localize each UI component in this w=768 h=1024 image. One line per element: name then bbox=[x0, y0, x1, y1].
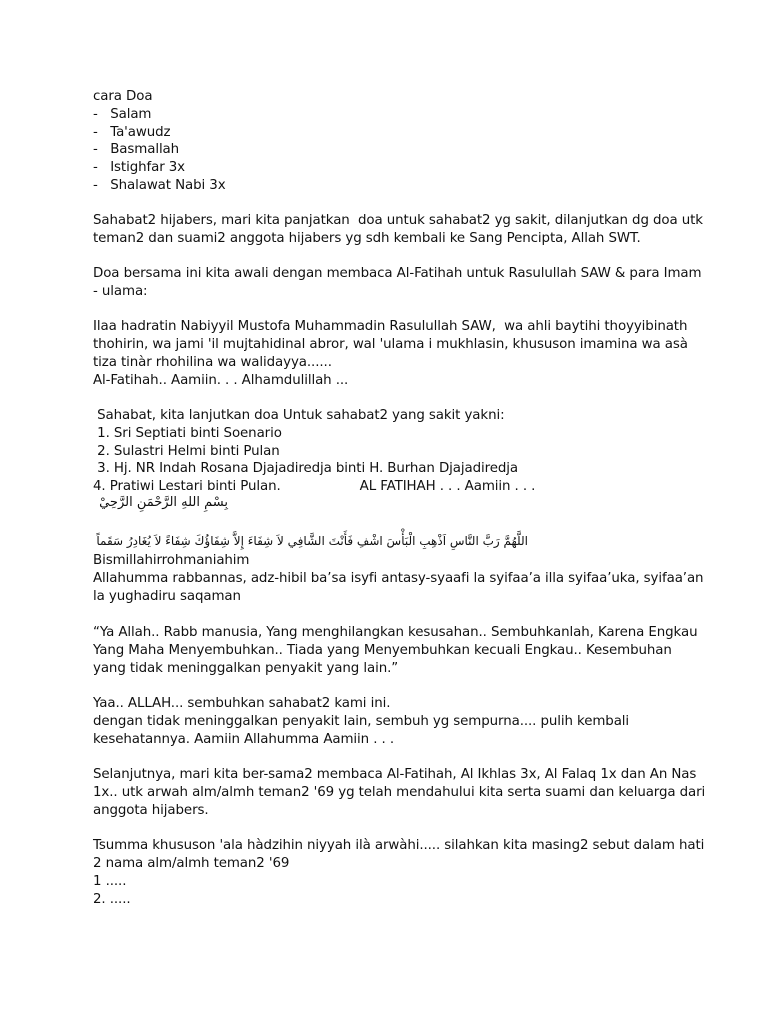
paragraph-line: anggota hijabers. bbox=[93, 803, 209, 818]
paragraph-line: la yughadiru saqaman bbox=[93, 589, 241, 604]
paragraph-line: Sahabat2 hijabers, mari kita panjatkan doa untuk sahabat2 yg sakit, dilanjutkan dg doa utk bbox=[93, 213, 703, 228]
paragraph-line: thohirin, wa jami 'il mujtahidinal abror, wal 'ulama i mukhlasin, khususon imamina wa asà bbox=[93, 337, 688, 352]
paragraph-line: tiza tinàr rhohilina wa walidayya...... bbox=[93, 355, 332, 370]
paragraph-line: Allahumma rabbannas, adz-hibil ba’sa isyfi antasy-syaafi la syifaa’a illa syifaa’uka, syifaa’an bbox=[93, 571, 704, 586]
list-item: 4. Pratiwi Lestari binti Pulan. AL FATIHAH . . . Aamiin . . . bbox=[93, 479, 536, 494]
list-item: 2. Sulastri Helmi binti Pulan bbox=[93, 444, 280, 459]
step-item: - Salam bbox=[93, 107, 152, 122]
paragraph-line: Sahabat, kita lanjutkan doa Untuk sahabat2 yang sakit yakni: bbox=[93, 408, 505, 423]
paragraph-line: - ulama: bbox=[93, 284, 148, 299]
paragraph-line: Yaa.. ALLAH... sembuhkan sahabat2 kami ini. bbox=[93, 696, 391, 711]
paragraph-line: teman2 dan suami2 anggota hijabers yg sdh kembali ke Sang Pencipta, Allah SWT. bbox=[93, 231, 641, 246]
step-item: - Basmallah bbox=[93, 142, 180, 157]
paragraph-line: Bismillahirrohmaniahim bbox=[93, 553, 250, 568]
paragraph-line: Selanjutnya, mari kita ber-sama2 membaca Al-Fatihah, Al Ikhlas 3x, Al Falaq 1x dan An Nas bbox=[93, 767, 697, 782]
list-item: 1. Sri Septiati binti Soenario bbox=[93, 426, 282, 441]
paragraph-line: yang tidak meninggalkan penyakit yang lain.” bbox=[93, 661, 399, 676]
paragraph-line: dengan tidak meninggalkan penyakit lain, sembuh yg sempurna.... pulih kembali bbox=[93, 714, 630, 729]
paragraph-line: Doa bersama ini kita awali dengan membaca Al-Fatihah untuk Rasulullah SAW & para Imam bbox=[93, 266, 702, 281]
paragraph-line: 1x.. utk arwah alm/almh teman2 '69 yg telah mendahului kita serta suami dan keluarga dari bbox=[93, 785, 706, 800]
arabic-doa: اللَّهُمَّ رَبَّ النَّاسِ اَذْهِبِ الْبَأْسَ اشْفِ فَأَنْتَ الشَّافِي لاَ شِفَاءَ إِلاَّ شِفَاؤُكَ شِفَاءً لاَ يُغَادِرُ سَقَماً bbox=[96, 534, 528, 548]
paragraph-line: Ilaa hadratin Nabiyyil Mustofa Muhammadin Rasulullah SAW, wa ahli baytihi thoyyibinath bbox=[93, 319, 688, 334]
paragraph-line: Tsumma khususon 'ala hàdzihin niyyah ilà arwàhi..... silahkan kita masing2 sebut dalam hati bbox=[93, 838, 705, 853]
paragraph-line: Yang Maha Menyembuhkan.. Tiada yang Menyembuhkan kecuali Engkau.. Kesembuhan bbox=[93, 643, 672, 658]
heading: cara Doa bbox=[93, 89, 153, 104]
arabic-basmalah: بِسْمِ اللهِ الرَّحْمَنِ الرَّحِيْ bbox=[99, 495, 228, 510]
paragraph-line: “Ya Allah.. Rabb manusia, Yang menghilangkan kesusahan.. Sembuhkanlah, Karena Engkau bbox=[93, 625, 698, 640]
step-item: - Ta'awudz bbox=[93, 125, 171, 140]
list-item: 2. ..... bbox=[93, 892, 131, 907]
step-item: - Istighfar 3x bbox=[93, 160, 186, 175]
paragraph-line: Al-Fatihah.. Aamiin. . . Alhamdulillah ... bbox=[93, 373, 349, 388]
list-item: 1 ..... bbox=[93, 874, 127, 889]
list-item: 3. Hj. NR Indah Rosana Djajadiredja binti H. Burhan Djajadiredja bbox=[93, 461, 519, 476]
paragraph-line: 2 nama alm/almh teman2 '69 bbox=[93, 856, 290, 871]
paragraph-line: kesehatannya. Aamiin Allahumma Aamiin . . . bbox=[93, 732, 394, 747]
step-item: - Shalawat Nabi 3x bbox=[93, 178, 226, 193]
